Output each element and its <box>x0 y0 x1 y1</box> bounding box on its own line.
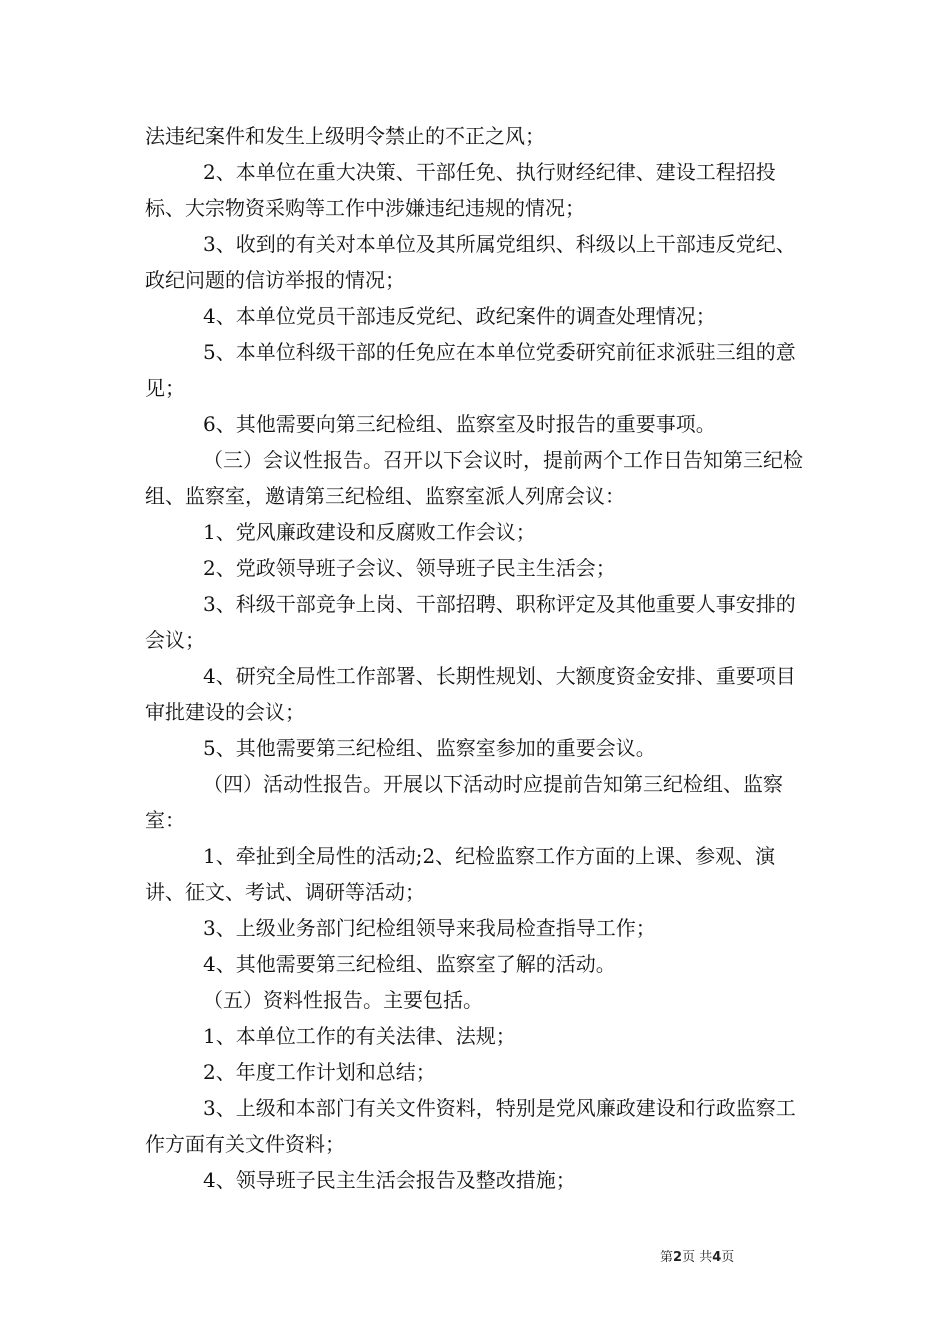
paragraph-13: 1、牵扯到全局性的活动;2、纪检监察工作方面的上课、参观、演讲、征文、考试、调研等活动； <box>145 844 776 904</box>
paragraph-4: 5、本单位科级干部的任免应在本单位党委研究前征求派驻三组的意见； <box>145 340 796 400</box>
footer-total-pages: 4 <box>712 1250 722 1265</box>
paragraph-5: 6、其他需要向第三纪检组、监察室及时报告的重要事项。 <box>203 412 716 436</box>
paragraph-2: 3、收到的有关对本单位及其所属党组织、科级以上干部违反党纪、政纪问题的信访举报的情况； <box>145 232 796 292</box>
paragraph-17: 1、本单位工作的有关法律、法规； <box>203 1024 516 1048</box>
paragraph-3: 4、本单位党员干部违反党纪、政纪案件的调查处理情况； <box>203 304 716 328</box>
paragraph-8: 2、党政领导班子会议、领导班子民主生活会； <box>203 556 616 580</box>
paragraph-12: （四）活动性报告。开展以下活动时应提前告知第三纪检组、监察室： <box>145 772 783 832</box>
paragraph-19: 3、上级和本部门有关文件资料，特别是党风廉政建设和行政监察工作方面有关文件资料； <box>145 1096 796 1156</box>
document-body <box>145 118 815 1198</box>
footer-current-page: 2 <box>673 1250 683 1265</box>
paragraph-1: 2、本单位在重大决策、干部任免、执行财经纪律、建设工程招投标、大宗物资采购等工作中涉嫌违纪违规的情况； <box>145 160 776 220</box>
paragraph-7: 1、党风廉政建设和反腐败工作会议； <box>203 520 536 544</box>
paragraph-14: 3、上级业务部门纪检组领导来我局检查指导工作； <box>203 916 656 940</box>
paragraph-20: 4、领导班子民主生活会报告及整改措施； <box>203 1168 576 1192</box>
paragraph-11: 5、其他需要第三纪检组、监察室参加的重要会议。 <box>203 736 656 760</box>
paragraph-18: 2、年度工作计划和总结； <box>203 1060 436 1084</box>
page-footer <box>660 1246 840 1265</box>
paragraph-15: 4、其他需要第三纪检组、监察室了解的活动。 <box>203 952 616 976</box>
paragraph-0: 法违纪案件和发生上级明令禁止的不正之风； <box>145 124 545 148</box>
paragraph-16: （五）资料性报告。主要包括。 <box>203 988 483 1012</box>
footer-suffix: 页 <box>721 1250 735 1265</box>
footer-prefix: 第 <box>660 1250 674 1265</box>
paragraph-10: 4、研究全局性工作部署、长期性规划、大额度资金安排、重要项目审批建设的会议； <box>145 664 796 724</box>
paragraph-9: 3、科级干部竞争上岗、干部招聘、职称评定及其他重要人事安排的会议； <box>145 592 796 652</box>
footer-middle: 页 共 <box>682 1250 713 1265</box>
paragraph-6: （三）会议性报告。召开以下会议时，提前两个工作日告知第三纪检组、监察室，邀请第三纪检组、监察室派人列席会议： <box>145 448 803 508</box>
